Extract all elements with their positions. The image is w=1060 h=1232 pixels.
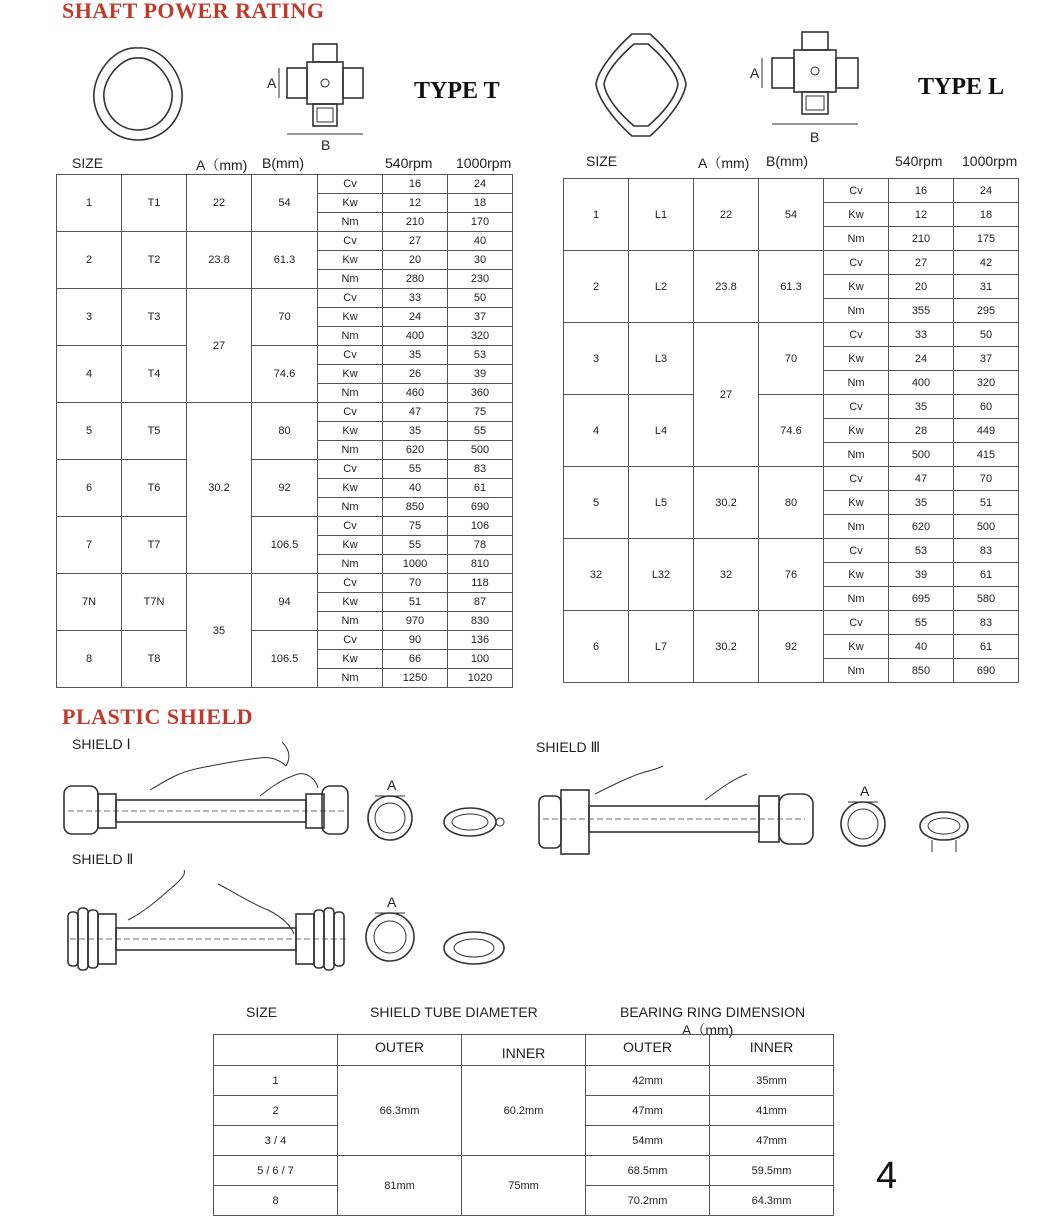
value-cell: 26 (383, 365, 448, 384)
table-row (214, 1035, 834, 1066)
type-t-header-b: B(mm) (262, 155, 304, 171)
value-cell: 136 (448, 631, 513, 650)
value-cell: 175 (954, 227, 1019, 251)
unit-cell: Kw (824, 347, 889, 371)
unit-cell: Nm (318, 270, 383, 289)
unit-cell: Kw (824, 275, 889, 299)
unit-cell: Nm (318, 441, 383, 460)
b-cell: 70 (759, 323, 824, 395)
size-cell: 6 (57, 460, 122, 517)
b-cell: 54 (759, 179, 824, 251)
dim-a-label-shield1: A (387, 777, 397, 793)
table-row (564, 539, 1019, 563)
value-cell: 620 (383, 441, 448, 460)
value-cell: 230 (448, 270, 513, 289)
dim-b-label-t: B (321, 137, 331, 153)
code-cell: T1 (122, 175, 187, 232)
shield-header-bearing: BEARING RING DIMENSION (620, 1004, 806, 1020)
value-cell: 24 (954, 179, 1019, 203)
unit-cell: Kw (318, 251, 383, 270)
dim-a-label-t: A (267, 75, 277, 91)
value-cell: 50 (954, 323, 1019, 347)
type-t-title: TYPE T (414, 78, 500, 104)
unit-cell: Nm (824, 227, 889, 251)
table-row (214, 1156, 834, 1186)
tube-inner-header: INNER (462, 1035, 586, 1066)
shield-header-tube: SHIELD TUBE DIAMETER (370, 1004, 538, 1020)
size-cell: 5 (564, 467, 629, 539)
code-cell: T7 (122, 517, 187, 574)
value-cell: 106 (448, 517, 513, 536)
value-cell: 39 (448, 365, 513, 384)
unit-cell: Kw (318, 365, 383, 384)
table-row (57, 289, 513, 308)
type-l-header-1000: 1000rpm (962, 153, 1018, 169)
b-cell: 92 (252, 460, 318, 517)
value-cell: 320 (448, 327, 513, 346)
value-cell: 83 (448, 460, 513, 479)
shield-1-drawing (60, 740, 360, 850)
bearing-outer-header: OUTER (586, 1035, 710, 1066)
value-cell: 27 (383, 232, 448, 251)
tube-outer-header: OUTER (338, 1035, 462, 1066)
value-cell: 970 (383, 612, 448, 631)
type-l-header-b: B(mm) (766, 153, 808, 169)
b-cell: 74.6 (759, 395, 824, 467)
bearing-inner-cell: 64.3mm (710, 1186, 834, 1216)
value-cell: 850 (383, 498, 448, 517)
value-cell: 47 (383, 403, 448, 422)
value-cell: 12 (889, 203, 954, 227)
bearing-outer-cell: 70.2mm (586, 1186, 710, 1216)
value-cell: 40 (448, 232, 513, 251)
table-row (57, 232, 513, 251)
value-cell: 55 (383, 536, 448, 555)
value-cell: 50 (448, 289, 513, 308)
unit-cell: Nm (824, 443, 889, 467)
unit-cell: Kw (824, 419, 889, 443)
shield-3-ring-drawing (830, 780, 890, 850)
type-t-header-540: 540rpm (385, 155, 433, 171)
b-cell: 61.3 (759, 251, 824, 323)
type-t-header-size: SIZE (72, 155, 104, 171)
type-l-header-540: 540rpm (895, 153, 943, 169)
shield-size-cell: 5 / 6 / 7 (214, 1156, 338, 1186)
value-cell: 20 (383, 251, 448, 270)
value-cell: 24 (448, 175, 513, 194)
value-cell: 55 (889, 611, 954, 635)
a-cell: 35 (187, 574, 252, 688)
unit-cell: Cv (318, 631, 383, 650)
size-cell: 7N (57, 574, 122, 631)
value-cell: 28 (889, 419, 954, 443)
shield-1-ring-3d-drawing (438, 800, 518, 845)
bearing-inner-cell: 41mm (710, 1096, 834, 1126)
unit-cell: Cv (318, 460, 383, 479)
code-cell: L4 (629, 395, 694, 467)
unit-cell: Kw (318, 536, 383, 555)
value-cell: 61 (954, 563, 1019, 587)
value-cell: 18 (448, 194, 513, 213)
value-cell: 61 (448, 479, 513, 498)
value-cell: 35 (889, 491, 954, 515)
shield-2-ring-3d-drawing (438, 924, 518, 974)
value-cell: 210 (383, 213, 448, 232)
value-cell: 27 (889, 251, 954, 275)
code-cell: L7 (629, 611, 694, 683)
unit-cell: Nm (824, 659, 889, 683)
table-row (564, 323, 1019, 347)
value-cell: 360 (448, 384, 513, 403)
value-cell: 400 (383, 327, 448, 346)
value-cell: 355 (889, 299, 954, 323)
table-row (57, 460, 513, 479)
value-cell: 70 (954, 467, 1019, 491)
value-cell: 37 (448, 308, 513, 327)
type-t-header-1000: 1000rpm (456, 155, 512, 171)
value-cell: 39 (889, 563, 954, 587)
unit-cell: Kw (318, 194, 383, 213)
size-cell: 5 (57, 403, 122, 460)
value-cell: 1020 (448, 669, 513, 688)
value-cell: 75 (448, 403, 513, 422)
unit-cell: Cv (318, 517, 383, 536)
value-cell: 53 (889, 539, 954, 563)
value-cell: 47 (889, 467, 954, 491)
shield-header-size: SIZE (246, 1004, 278, 1020)
unit-cell: Nm (318, 555, 383, 574)
code-cell: L3 (629, 323, 694, 395)
b-cell: 92 (759, 611, 824, 683)
shield-header-bearing-unit: A（mm) (682, 1022, 734, 1038)
size-cell: 1 (564, 179, 629, 251)
bearing-outer-cell: 47mm (586, 1096, 710, 1126)
value-cell: 690 (954, 659, 1019, 683)
size-cell: 3 (57, 289, 122, 346)
unit-cell: Nm (824, 299, 889, 323)
value-cell: 83 (954, 611, 1019, 635)
type-t-rating-table (56, 174, 513, 688)
triangular-profile-drawing (88, 42, 188, 147)
value-cell: 100 (448, 650, 513, 669)
value-cell: 30 (448, 251, 513, 270)
value-cell: 87 (448, 593, 513, 612)
bearing-outer-cell: 54mm (586, 1126, 710, 1156)
type-l-header-size: SIZE (586, 153, 618, 169)
code-cell: T2 (122, 232, 187, 289)
b-cell: 54 (252, 175, 318, 232)
value-cell: 42 (954, 251, 1019, 275)
b-cell: 80 (252, 403, 318, 460)
shield-size-cell: 2 (214, 1096, 338, 1126)
value-cell: 51 (954, 491, 1019, 515)
unit-cell: Cv (824, 539, 889, 563)
unit-cell: Cv (824, 323, 889, 347)
table-row (57, 517, 513, 536)
dim-a-label-l: A (750, 65, 760, 81)
a-cell: 23.8 (694, 251, 759, 323)
shield-size-cell: 1 (214, 1066, 338, 1096)
value-cell: 35 (889, 395, 954, 419)
plastic-shield-title: PLASTIC SHIELD (62, 704, 254, 729)
type-l-title: TYPE L (918, 74, 1005, 100)
b-cell: 61.3 (252, 232, 318, 289)
bearing-outer-cell: 42mm (586, 1066, 710, 1096)
unit-cell: Nm (318, 384, 383, 403)
table-row (564, 611, 1019, 635)
value-cell: 35 (383, 346, 448, 365)
code-cell: L2 (629, 251, 694, 323)
value-cell: 500 (889, 443, 954, 467)
value-cell: 18 (954, 203, 1019, 227)
code-cell: T3 (122, 289, 187, 346)
value-cell: 460 (383, 384, 448, 403)
value-cell: 33 (383, 289, 448, 308)
bearing-outer-cell: 68.5mm (586, 1156, 710, 1186)
shield-1-ring-drawing (355, 774, 415, 844)
unit-cell: Cv (318, 175, 383, 194)
shield-2-drawing (58, 870, 358, 980)
table-row (57, 346, 513, 365)
unit-cell: Kw (318, 650, 383, 669)
shield-size-cell: 3 / 4 (214, 1126, 338, 1156)
shield-size-cell: 8 (214, 1186, 338, 1216)
value-cell: 850 (889, 659, 954, 683)
code-cell: T6 (122, 460, 187, 517)
unit-cell: Cv (318, 289, 383, 308)
dim-b-label-l: B (810, 129, 820, 145)
shield-1-label: SHIELD Ⅰ (72, 736, 131, 752)
value-cell: 830 (448, 612, 513, 631)
shield-2-label: SHIELD Ⅱ (72, 851, 134, 867)
unit-cell: Cv (318, 403, 383, 422)
code-cell: T4 (122, 346, 187, 403)
unit-cell: Cv (318, 232, 383, 251)
bearing-inner-cell: 47mm (710, 1126, 834, 1156)
type-l-rating-table (563, 178, 1019, 683)
dim-a-label-shield3: A (860, 783, 870, 799)
unit-cell: Cv (824, 467, 889, 491)
value-cell: 20 (889, 275, 954, 299)
value-cell: 66 (383, 650, 448, 669)
code-cell: L32 (629, 539, 694, 611)
table-row (564, 395, 1019, 419)
b-cell: 80 (759, 467, 824, 539)
unit-cell: Cv (824, 395, 889, 419)
value-cell: 40 (383, 479, 448, 498)
value-cell: 37 (954, 347, 1019, 371)
value-cell: 580 (954, 587, 1019, 611)
unit-cell: Cv (318, 574, 383, 593)
value-cell: 449 (954, 419, 1019, 443)
page-number: 4 (876, 1155, 898, 1197)
b-cell: 94 (252, 574, 318, 631)
value-cell: 620 (889, 515, 954, 539)
value-cell: 415 (954, 443, 1019, 467)
b-cell: 70 (252, 289, 318, 346)
b-cell: 106.5 (252, 517, 318, 574)
table-row (564, 179, 1019, 203)
unit-cell: Kw (318, 308, 383, 327)
value-cell: 210 (889, 227, 954, 251)
value-cell: 500 (448, 441, 513, 460)
size-cell: 6 (564, 611, 629, 683)
value-cell: 35 (383, 422, 448, 441)
value-cell: 295 (954, 299, 1019, 323)
size-cell: 2 (57, 232, 122, 289)
value-cell: 40 (889, 635, 954, 659)
a-cell: 30.2 (187, 403, 252, 574)
value-cell: 61 (954, 635, 1019, 659)
value-cell: 33 (889, 323, 954, 347)
code-cell: L5 (629, 467, 694, 539)
value-cell: 90 (383, 631, 448, 650)
code-cell: T7N (122, 574, 187, 631)
shield-table (213, 1034, 834, 1216)
table-row (564, 467, 1019, 491)
unit-cell: Nm (318, 612, 383, 631)
value-cell: 55 (448, 422, 513, 441)
shield-3-ring-3d-drawing (912, 800, 982, 860)
unit-cell: Kw (318, 422, 383, 441)
value-cell: 12 (383, 194, 448, 213)
size-cell: 1 (57, 175, 122, 232)
value-cell: 16 (383, 175, 448, 194)
a-cell: 27 (694, 323, 759, 467)
lemon-profile-drawing (592, 30, 692, 140)
unit-cell: Nm (318, 213, 383, 232)
value-cell: 690 (448, 498, 513, 517)
value-cell: 16 (889, 179, 954, 203)
value-cell: 24 (383, 308, 448, 327)
unit-cell: Kw (318, 479, 383, 498)
value-cell: 118 (448, 574, 513, 593)
type-l-header-a: A（mm) (698, 155, 750, 171)
unit-cell: Cv (318, 346, 383, 365)
unit-cell: Kw (824, 491, 889, 515)
value-cell: 55 (383, 460, 448, 479)
a-cell: 30.2 (694, 611, 759, 683)
a-cell: 32 (694, 539, 759, 611)
unit-cell: Cv (824, 179, 889, 203)
tube-outer-cell: 66.3mm (338, 1066, 462, 1156)
unit-cell: Cv (824, 251, 889, 275)
table-row (564, 251, 1019, 275)
value-cell: 53 (448, 346, 513, 365)
bearing-inner-header: INNER (710, 1035, 834, 1066)
value-cell: 500 (954, 515, 1019, 539)
value-cell: 75 (383, 517, 448, 536)
a-cell: 22 (694, 179, 759, 251)
tube-outer-cell: 81mm (338, 1156, 462, 1216)
a-cell: 30.2 (694, 467, 759, 539)
unit-cell: Nm (318, 327, 383, 346)
size-cell: 4 (57, 346, 122, 403)
universal-joint-t-drawing (265, 40, 375, 155)
a-cell: 27 (187, 289, 252, 403)
unit-cell: Kw (824, 563, 889, 587)
value-cell: 51 (383, 593, 448, 612)
size-cell: 4 (564, 395, 629, 467)
table-row (57, 175, 513, 194)
tube-inner-cell: 60.2mm (462, 1066, 586, 1156)
b-cell: 74.6 (252, 346, 318, 403)
unit-cell: Nm (318, 498, 383, 517)
b-cell: 106.5 (252, 631, 318, 688)
a-cell: 23.8 (187, 232, 252, 289)
value-cell: 78 (448, 536, 513, 555)
size-cell: 3 (564, 323, 629, 395)
size-cell: 2 (564, 251, 629, 323)
unit-cell: Nm (318, 669, 383, 688)
unit-cell: Nm (824, 371, 889, 395)
value-cell: 1000 (383, 555, 448, 574)
shield-2-ring-drawing (355, 893, 415, 973)
unit-cell: Kw (824, 203, 889, 227)
type-t-header-a: A（mm) (196, 157, 248, 173)
b-cell: 76 (759, 539, 824, 611)
value-cell: 400 (889, 371, 954, 395)
universal-joint-l-drawing (748, 28, 868, 146)
value-cell: 60 (954, 395, 1019, 419)
unit-cell: Kw (318, 593, 383, 612)
unit-cell: Cv (824, 611, 889, 635)
shaft-power-rating-title: SHAFT POWER RATING (62, 0, 325, 23)
code-cell: T8 (122, 631, 187, 688)
a-cell: 22 (187, 175, 252, 232)
value-cell: 280 (383, 270, 448, 289)
value-cell: 1250 (383, 669, 448, 688)
code-cell: L1 (629, 179, 694, 251)
unit-cell: Nm (824, 515, 889, 539)
size-cell: 7 (57, 517, 122, 574)
bearing-inner-cell: 35mm (710, 1066, 834, 1096)
unit-cell: Nm (824, 587, 889, 611)
tube-inner-cell: 75mm (462, 1156, 586, 1216)
value-cell: 695 (889, 587, 954, 611)
shield-3-label: SHIELD Ⅲ (536, 739, 601, 755)
table-row (214, 1066, 834, 1096)
code-cell: T5 (122, 403, 187, 460)
table-row (57, 574, 513, 593)
size-cell: 32 (564, 539, 629, 611)
dim-a-label-shield2: A (387, 894, 397, 910)
value-cell: 83 (954, 539, 1019, 563)
table-row (57, 631, 513, 650)
bearing-inner-cell: 59.5mm (710, 1156, 834, 1186)
table-row (57, 403, 513, 422)
value-cell: 70 (383, 574, 448, 593)
unit-cell: Kw (824, 635, 889, 659)
value-cell: 320 (954, 371, 1019, 395)
value-cell: 24 (889, 347, 954, 371)
value-cell: 31 (954, 275, 1019, 299)
size-cell: 8 (57, 631, 122, 688)
value-cell: 810 (448, 555, 513, 574)
shield-3-drawing (535, 760, 825, 860)
value-cell: 170 (448, 213, 513, 232)
